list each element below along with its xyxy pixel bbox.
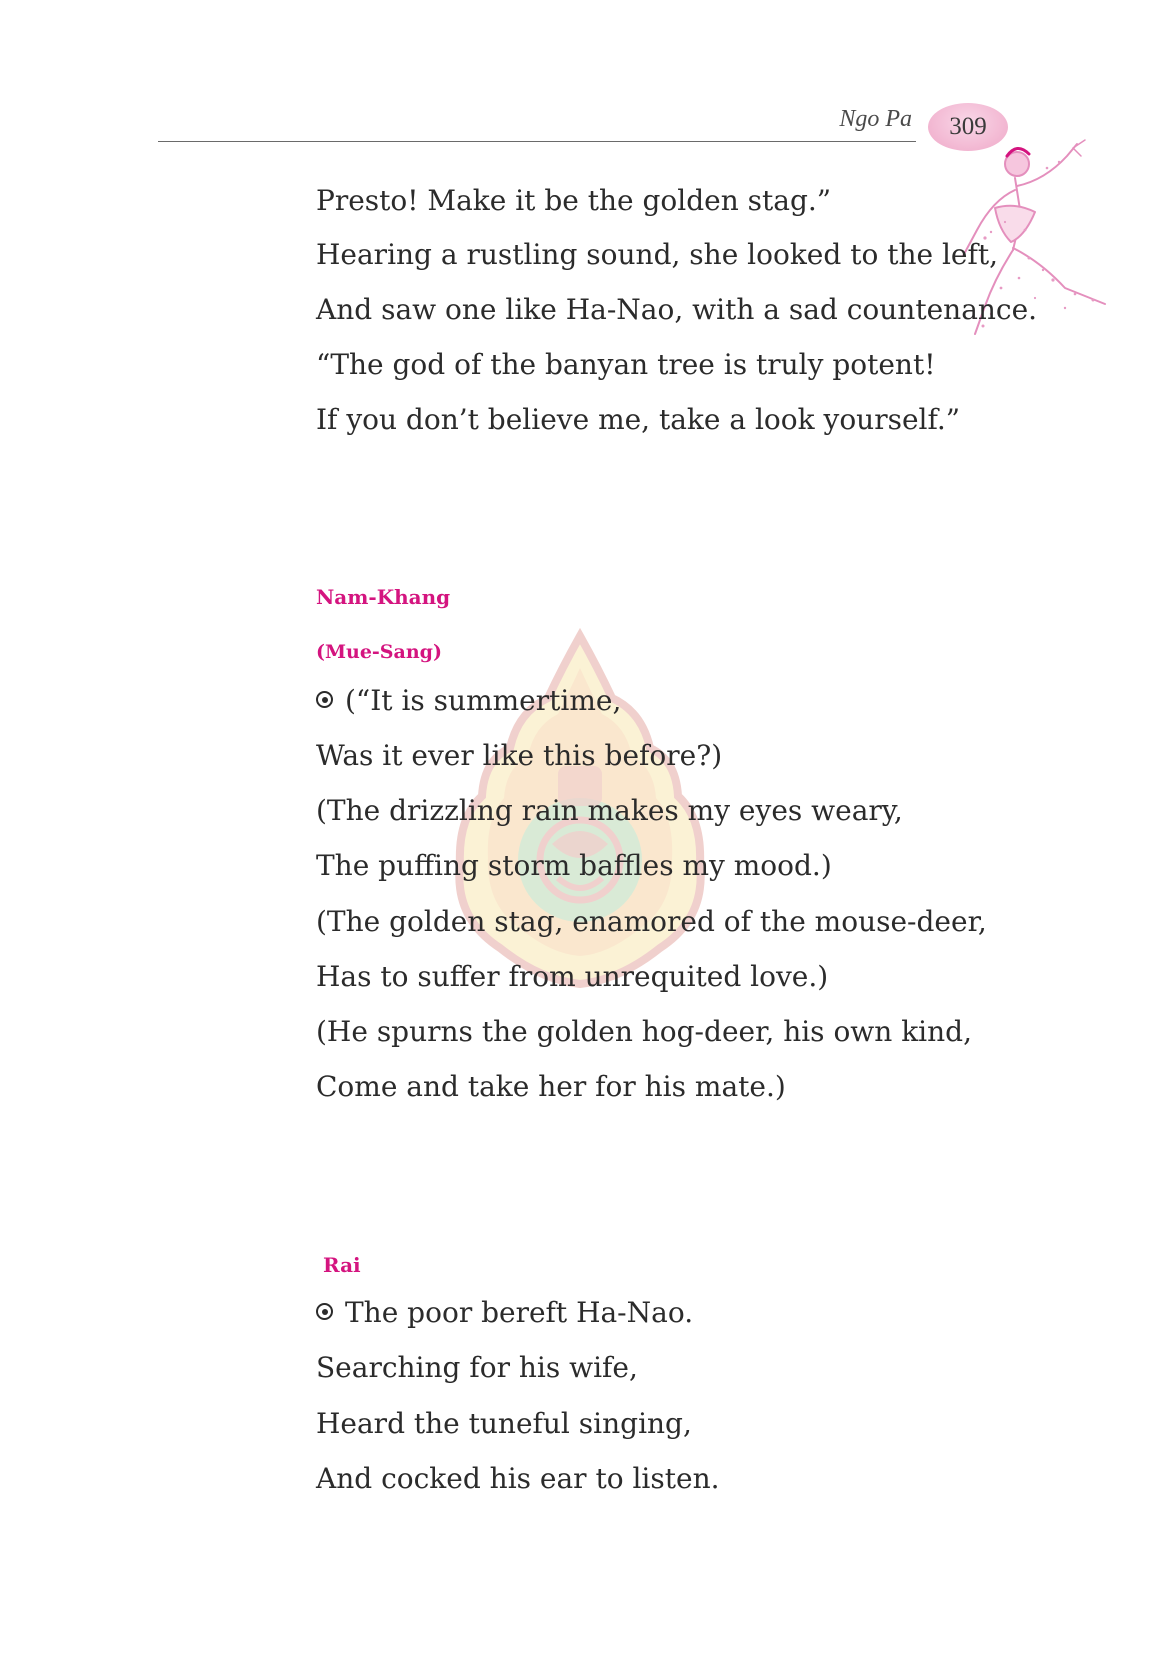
section2-line-1 [316, 683, 621, 719]
header-rule [158, 141, 916, 142]
section2-line-3: (The drizzling rain makes my eyes weary, [316, 794, 903, 827]
section2-line-1-text: (“It is summertime, [345, 684, 622, 717]
page-number: 309 [949, 113, 987, 140]
section-heading-rai: Rai [323, 1253, 361, 1277]
stanza1-line-4: “The god of the banyan tree is truly potent! [316, 348, 936, 381]
circle-dot-bullet-icon [316, 1303, 333, 1320]
section3-line-1-text: The poor bereft Ha-Nao. [345, 1296, 694, 1329]
section-subheading-mue-sang: (Mue-Sang) [316, 641, 442, 663]
section2-line-2: Was it ever like this before?) [316, 739, 723, 772]
circle-dot-bullet-icon [316, 691, 333, 708]
running-head: Ngo Pa [839, 106, 912, 132]
section3-line-2: Searching for his wife, [316, 1351, 638, 1384]
section2-line-5: (The golden stag, enamored of the mouse-deer, [316, 905, 987, 938]
section3-line-3: Heard the tuneful singing, [316, 1407, 692, 1440]
section-heading-nam-khang: Nam-Khang [316, 585, 451, 609]
stanza1-line-1: Presto! Make it be the golden stag.” [316, 184, 832, 217]
section2-line-8: Come and take her for his mate.) [316, 1070, 786, 1103]
section3-line-4: And cocked his ear to listen. [316, 1462, 720, 1495]
stanza1-line-5: If you don’t believe me, take a look yourself.” [316, 403, 961, 436]
section2-line-4: The puffing storm baffles my mood.) [316, 849, 832, 882]
stanza1-line-2: Hearing a rustling sound, she looked to the left, [316, 238, 999, 271]
section2-line-6: Has to suffer from unrequited love.) [316, 960, 829, 993]
section2-line-7: (He spurns the golden hog-deer, his own kind, [316, 1015, 972, 1048]
section3-line-1 [316, 1295, 693, 1331]
stanza1-line-3: And saw one like Ha-Nao, with a sad countenance. [316, 293, 1038, 326]
